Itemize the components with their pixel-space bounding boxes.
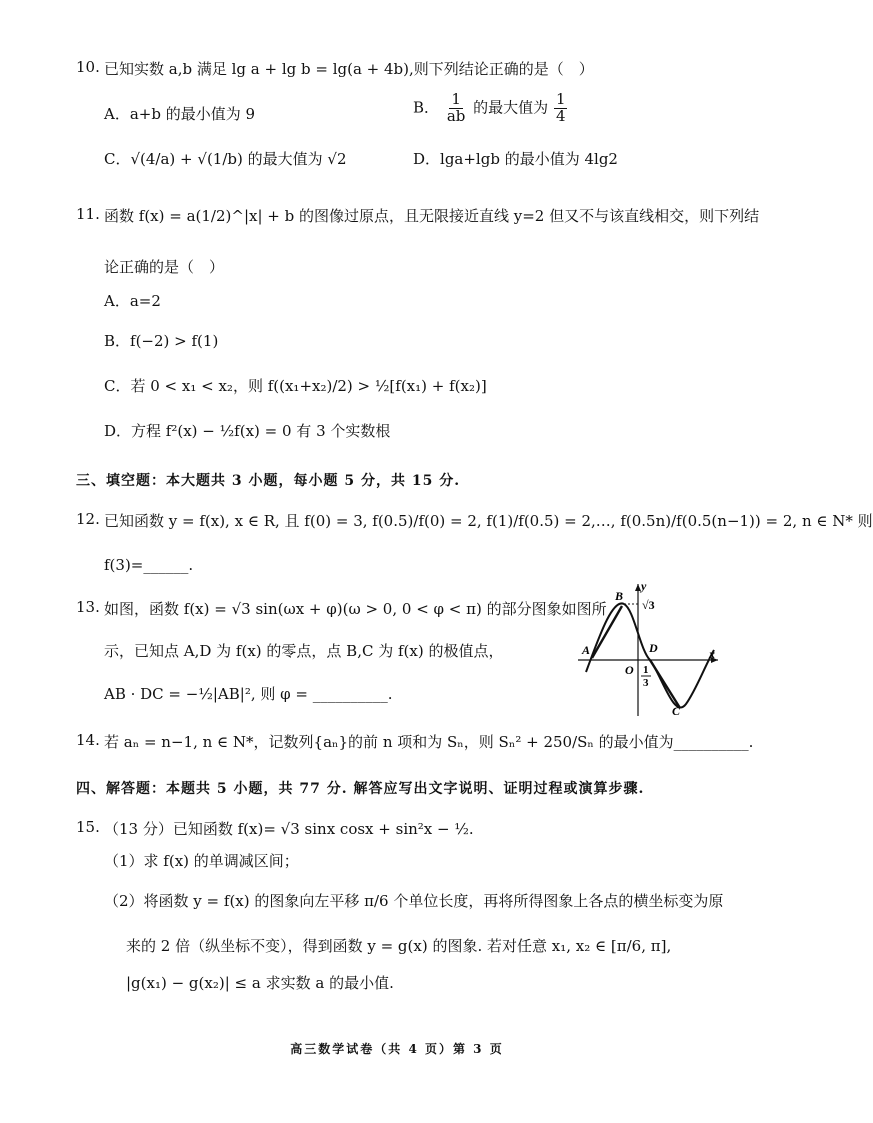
sine-curve <box>586 603 714 707</box>
q10-option-b-prefix: B． <box>413 98 440 117</box>
q10-option-b-value <box>554 92 568 125</box>
label-tick-den: 3 <box>643 677 649 689</box>
q13-number: 13. <box>76 598 100 616</box>
label-a: A <box>582 643 591 657</box>
q10-option-a: A．a+b 的最小值为 9 <box>104 105 256 123</box>
label-x: x <box>709 647 715 661</box>
q10-option-b-val-den: 4 <box>555 106 566 125</box>
vector-ab <box>592 606 622 658</box>
q13-sine-figure <box>578 580 724 718</box>
q14-text: 若 aₙ = n−1, n ∈ N*，记数列{aₙ}的前 n 项和为 Sₙ，则 Sₙ² + 250/Sₙ 的最小值为__________. <box>104 733 754 751</box>
label-c: C <box>672 704 681 718</box>
q10-option-b-frac-num: 1 <box>451 90 461 108</box>
q10-stem: 已知实数 a,b 满足 lg a + lg b = lg(a + 4b),则下列结论正确的是（ ） <box>104 60 594 78</box>
q10-option-b-fraction <box>445 92 468 125</box>
section-4-heading: 四、解答题：本题共 5 小题，共 77 分. 解答应写出文字说明、证明过程或演算步骤. <box>76 781 645 797</box>
label-d: D <box>649 641 658 655</box>
page-footer: 高三数学试卷（共 4 页）第 3 页 <box>290 1042 504 1056</box>
q11-option-d: D．方程 f²(x) − ½f(x) = 0 有 3 个实数根 <box>104 422 391 440</box>
q12-line2: f(3)=______. <box>104 556 194 574</box>
q10-option-b <box>413 92 568 125</box>
q12-number: 12. <box>76 510 100 528</box>
section-3-heading: 三、填空题：本大题共 3 小题，每小题 5 分，共 15 分. <box>76 473 461 489</box>
label-sqrt3: √3 <box>642 598 655 612</box>
q15-intro: （13 分）已知函数 f(x)= √3 sinx cosx + sin²x − ½. <box>104 820 474 838</box>
q12-line1: 已知函数 y = f(x), x ∈ R, 且 f(0) = 3, f(0.5)/f(0) = 2, f(1)/f(0.5) = 2,…, f(0.5n)/f(0.5(n−1)) = 2, n ∈ N* 则 <box>104 512 873 530</box>
q15-part2-line2: 来的 2 倍（纵坐标不变），得到函数 y = g(x) 的图象. 若对任意 x₁, x₂ ∈ [π/6, π], <box>126 937 672 955</box>
q10-option-b-frac-den: ab <box>446 106 466 125</box>
q10-option-c: C．√(4/a) + √(1/b) 的最大值为 √2 <box>104 150 347 168</box>
q11-number: 11. <box>76 205 100 223</box>
q11-option-c: C．若 0 < x₁ < x₂，则 f((x₁+x₂)/2) > ½[f(x₁) + f(x₂)] <box>104 377 487 395</box>
q11-option-b: B．f(−2) > f(1) <box>104 332 219 350</box>
q15-part2-line3: |g(x₁) − g(x₂)| ≤ a 求实数 a 的最小值. <box>126 974 394 992</box>
q13-line2: 示，已知点 A,D 为 f(x) 的零点，点 B,C 为 f(x) 的极值点， <box>104 642 504 660</box>
q10-option-b-val-num: 1 <box>555 90 566 108</box>
label-tick-num: 1 <box>643 664 649 676</box>
q14-number: 14. <box>76 731 100 749</box>
q15-number: 15. <box>76 818 100 836</box>
label-y: y <box>641 579 647 593</box>
q11-stem-line1: 函数 f(x) = a(1/2)^|x| + b 的图像过原点，且无限接近直线 y=2 但又不与该直线相交，则下列结 <box>104 207 760 225</box>
q13-line3: AB · DC = −½|AB|², 则 φ = __________. <box>104 685 393 703</box>
q10-number: 10. <box>76 58 100 76</box>
label-b: B <box>615 589 624 603</box>
q10-option-d: D．lga+lgb 的最小值为 4lg2 <box>413 150 618 168</box>
q11-option-a: A．a=2 <box>104 292 161 310</box>
q15-part2-line1: （2）将函数 y = f(x) 的图象向左平移 π/6 个单位长度，再将所得图象上各点的横坐标变为原 <box>104 892 724 910</box>
q10-option-b-mid: 的最大值为 <box>473 98 549 117</box>
q11-stem-line2: 论正确的是（ ） <box>104 258 225 276</box>
q13-line1: 如图，函数 f(x) = √3 sin(ωx + φ)(ω > 0, 0 < φ < π) 的部分图象如图所 <box>104 600 607 618</box>
q15-part1: （1）求 f(x) 的单调减区间； <box>104 852 299 870</box>
label-o: O <box>625 663 634 677</box>
vector-dc <box>650 660 680 708</box>
